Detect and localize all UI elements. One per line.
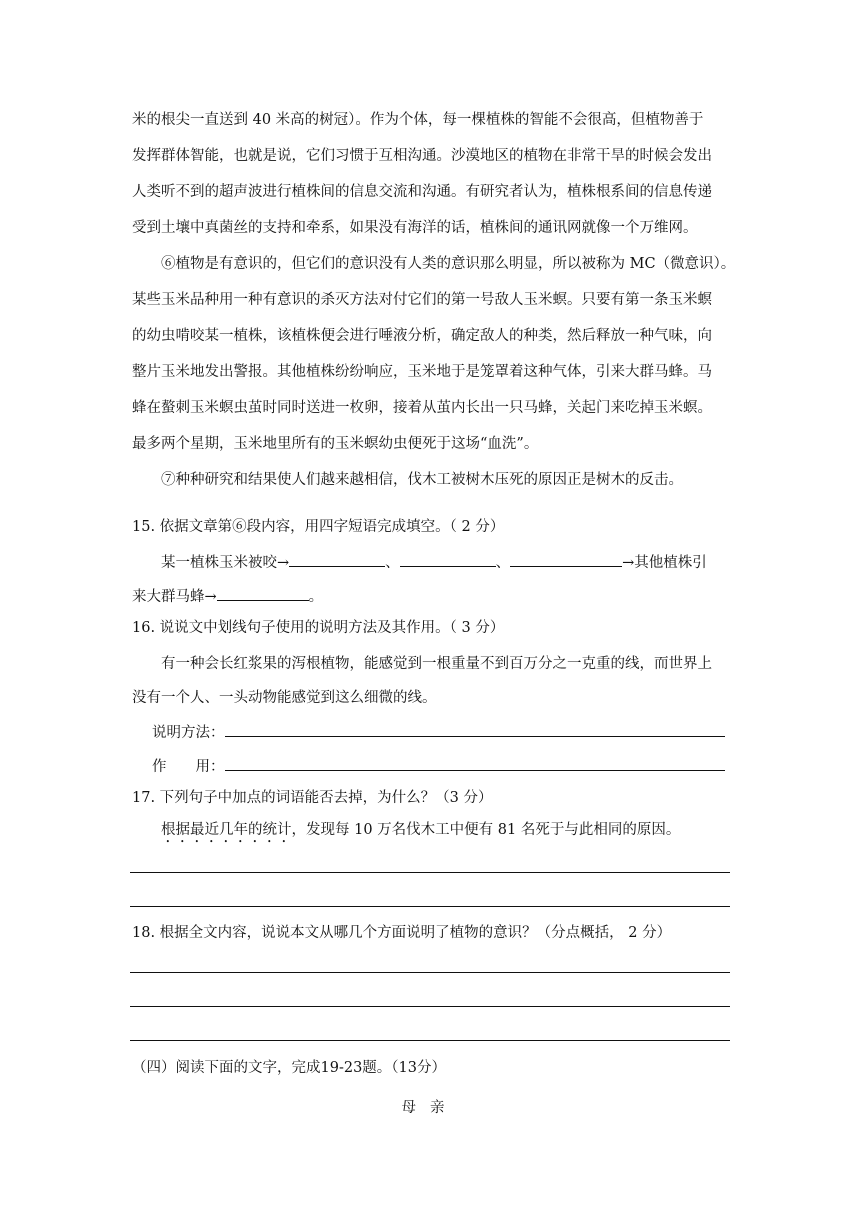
question-16-quote: 有一种会长红浆果的泻根植物，能感觉到一根重量不到百万分之一克重的线，而世界上 <box>161 656 712 672</box>
passage-line: 米的根尖一直送到 40 米高的树冠）。作为个体，每一棵植株的智能不会很高，但植物善于 <box>132 112 704 128</box>
question-15-line1 <box>161 552 707 573</box>
sentence-rest: ，发现每 10 万名伐木工中便有 81 名死于与此相同的原因。 <box>291 822 681 838</box>
q15-sep: 、 <box>385 555 400 571</box>
method-label: 说明方法： <box>152 725 225 741</box>
answer-line[interactable] <box>130 1006 730 1007</box>
question-17-sentence <box>161 820 680 846</box>
q15-text: 来大群马蜂→ <box>132 589 217 605</box>
question-16-prompt: 16. 说说文中划线句子使用的说明方法及其作用。（ 3 分） <box>132 620 505 636</box>
passage-title: 母亲 <box>401 1100 459 1116</box>
passage-line: ⑦种种研究和结果使人们越来越相信，伐木工被树木压死的原因正是树木的反击。 <box>161 472 683 488</box>
question-16-method-row <box>152 722 725 743</box>
question-15-line2 <box>132 586 323 607</box>
question-16-quote: 没有一个人、一头动物能感觉到这么细微的线。 <box>132 690 437 706</box>
passage-line: 某些玉米品种用一种有意识的杀灭方法对付它们的第一号敌人玉米螟。只要有第一条玉米螟 <box>132 292 712 308</box>
passage-line: 的幼虫啃咬某一植株，该植株便会进行唾液分析，确定敌人的种类，然后释放一种气味，向 <box>132 328 712 344</box>
method-answer-blank[interactable] <box>225 722 725 737</box>
passage-line: 最多两个星期，玉米地里所有的玉米螟幼虫便死于这场“血洗”。 <box>132 436 539 452</box>
passage-line: ⑥植物是有意识的，但它们的意识没有人类的意识那么明显，所以被称为 MC（微意识）。 <box>161 256 736 272</box>
question-15-prompt: 15. 依据文章第⑥段内容，用四字短语完成填空。（ 2 分） <box>132 519 505 535</box>
section-heading: （四）阅读下面的文字，完成19-23题。（13分） <box>132 1060 446 1076</box>
question-17-prompt: 17. 下列句子中加点的词语能否去掉，为什么？（3 分） <box>132 790 493 806</box>
dotted-phrase: 根据最近几年的统计 <box>161 822 292 838</box>
answer-line[interactable] <box>130 906 730 907</box>
q15-blank-4[interactable] <box>217 586 309 601</box>
passage-line: 受到土壤中真菌丝的支持和牵系，如果没有海洋的话，植株间的通讯网就像一个万维网。 <box>132 220 698 236</box>
answer-line[interactable] <box>130 1040 730 1041</box>
q15-blank-3[interactable] <box>510 552 622 567</box>
q15-text: →其他植株引 <box>622 555 707 571</box>
question-18-prompt: 18. 根据全文内容，说说本文从哪几个方面说明了植物的意识？（分点概括， 2 分） <box>132 925 672 941</box>
question-16-use-row <box>152 756 725 777</box>
answer-line[interactable] <box>130 872 730 873</box>
passage-line: 发挥群体智能，也就是说，它们习惯于互相沟通。沙漠地区的植物在非常干旱的时候会发出 <box>132 148 712 164</box>
answer-line[interactable] <box>130 972 730 973</box>
use-answer-blank[interactable] <box>225 756 725 771</box>
use-label: 作 用： <box>152 759 225 775</box>
passage-line: 蜂在螯刺玉米螟虫茧时同时送进一枚卵，接着从茧内长出一只马蜂，关起门来吃掉玉米螟。 <box>132 400 712 416</box>
q15-text: 某一植株玉米被咬→ <box>161 555 290 571</box>
q15-blank-1[interactable] <box>289 552 385 567</box>
q15-text: 。 <box>308 589 324 605</box>
passage-line: 整片玉米地发出警报。其他植株纷纷响应，玉米地于是笼罩着这种气体，引来大群马蜂。马 <box>132 364 712 380</box>
passage-line: 人类听不到的超声波进行植株间的信息交流和沟通。有研究者认为，植株根系间的信息传递 <box>132 184 712 200</box>
q15-blank-2[interactable] <box>400 552 496 567</box>
q15-sep: 、 <box>495 555 511 571</box>
